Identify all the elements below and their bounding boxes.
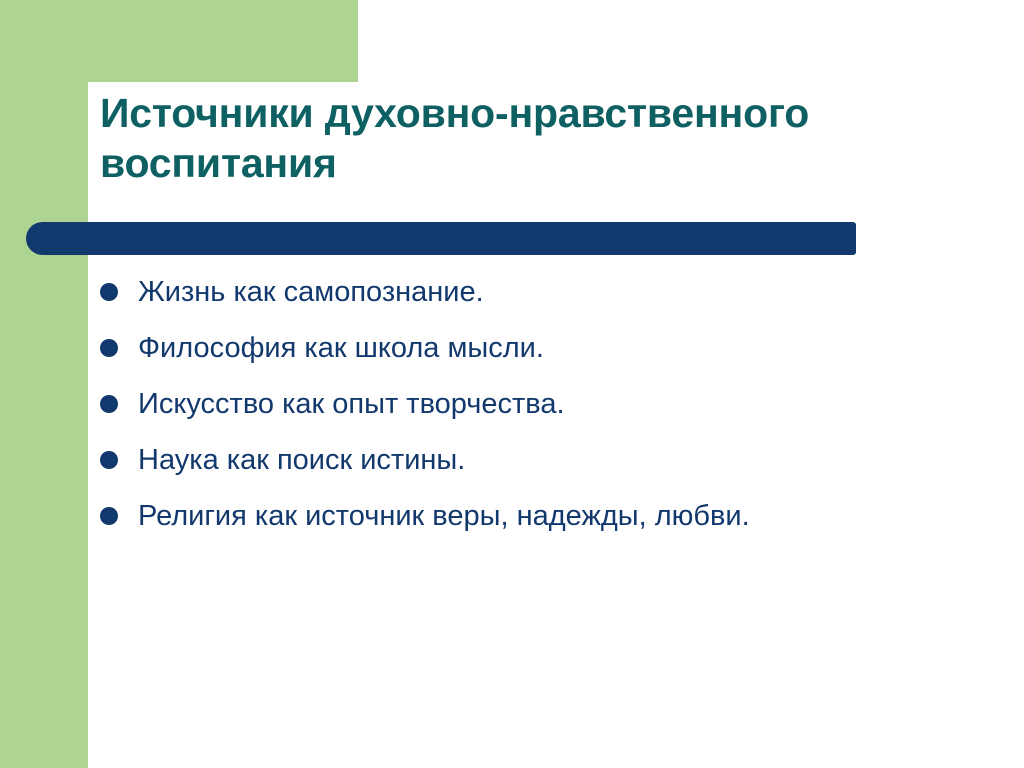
bullet-dot-icon — [100, 283, 118, 301]
bullet-list — [100, 272, 930, 552]
list-item-label: Религия как источник веры, надежды, любви. — [138, 500, 750, 533]
list-item-label: Философия как школа мысли. — [138, 332, 544, 365]
list-item — [100, 272, 930, 312]
title-underline-bar — [26, 222, 856, 255]
top-green-block — [0, 0, 358, 82]
list-item — [100, 440, 930, 480]
list-item-label: Жизнь как самопознание. — [138, 276, 484, 308]
list-item — [100, 384, 930, 424]
list-item-label: Наука как поиск истины. — [138, 444, 466, 477]
list-item — [100, 496, 930, 536]
bullet-dot-icon — [100, 451, 118, 469]
bullet-dot-icon — [100, 339, 118, 357]
bullet-dot-icon — [100, 507, 118, 525]
list-item — [100, 328, 930, 368]
list-item-label: Искусство как опыт творчества. — [138, 388, 565, 421]
slide-title: Источники духовно-нравственного воспитания — [100, 90, 810, 187]
bullet-dot-icon — [100, 395, 118, 413]
left-green-band — [0, 0, 88, 768]
